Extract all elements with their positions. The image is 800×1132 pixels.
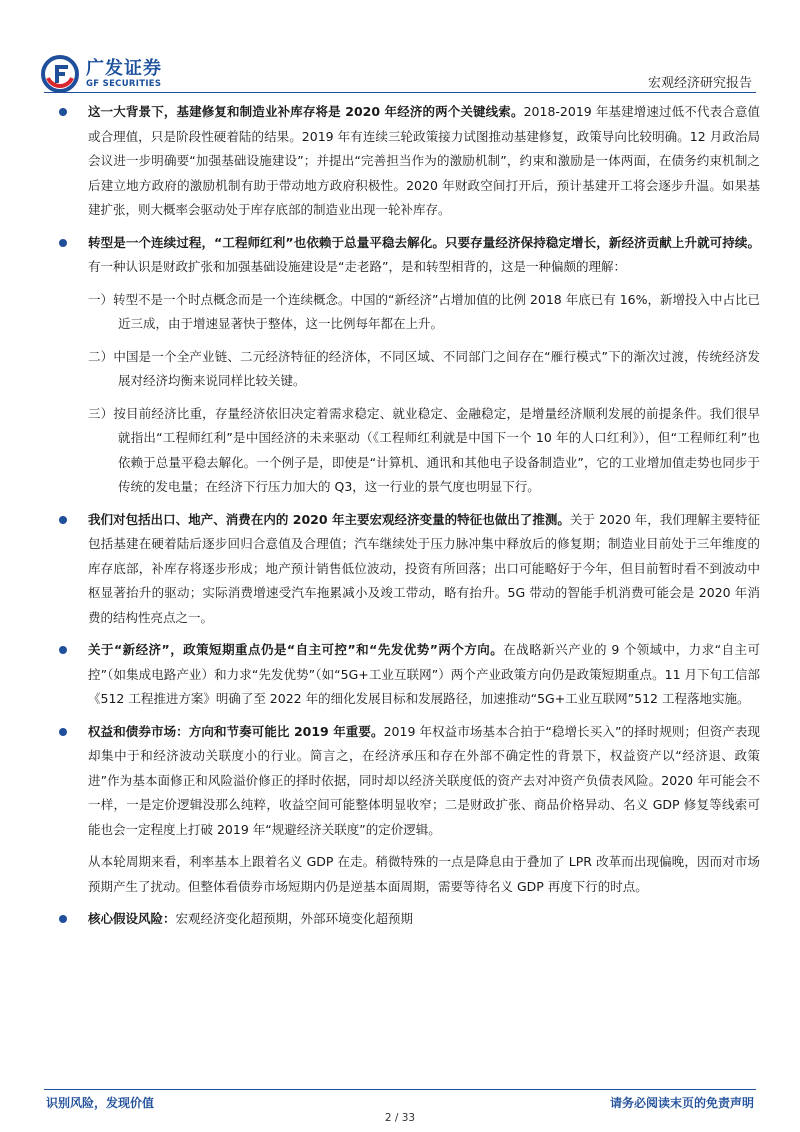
section-transition: 转型是一个连续过程，“工程师红利”也依赖于总量平稳去解化。只要存量经济保持稳定增长，新经济贡献上升就可持续。有一种认识是财政扩张和加强基础设施建设是“走老路”，是和转型相背的，这是一种偏颇的理解： xyxy=(56,231,760,280)
company-logo xyxy=(40,54,162,94)
section-macro-variables: 我们对包括出口、地产、消费在内的 2020 年主要宏观经济变量的特征也做出了推测。关于 2020 年，我们理解主要特征包括基建在硬着陆后逐步回归合意值及合理值；汽车继续处于压力脉冲集中释放后的修复期；制造业目前处于三年维度的库存底部，补库存将逐步形成；地产预计销售低位波动，投资有所回落；出口可能略好于今年，但目前暂时看不到波动中枢显著抬升的驱动；实际消费增速受汽车拖累减小及竣工带动，略有抬升。5G 带动的智能手机消费可能会是 2020 年消费的结构性亮点之一。 xyxy=(56,508,760,631)
logo-chinese-name: 广发证券 xyxy=(86,57,162,79)
report-type-label: 宏观经济研究报告 xyxy=(647,76,752,91)
logo-english-name: GF SECURITIES xyxy=(86,78,162,89)
bullet-icon xyxy=(59,108,67,116)
page-header xyxy=(0,0,800,96)
bullet-icon xyxy=(59,728,67,736)
sub-item-2: 二）中国是一个全产业链、二元经济特征的经济体，不同区域、不同部门之间存在“雁行模式”下的渐次过渡，传统经济发展对经济均衡来说同样比较关键。 xyxy=(88,348,760,388)
header-divider xyxy=(44,92,756,93)
section-infrastructure: 这一大背景下，基建修复和制造业补库存将是 2020 年经济的两个关键线索。2018-2019 年基建增速过低不代表合意值或合理值，只是阶段性硬着陆的结果。2019 年有连续三轮政策接力试图推动基建修复，政策导向比较明确。12 月政治局会议进一步明确要“加强基础设施建设”；并提出“完善担当作为的激励机制”，约束和激励是一体两面，在债务约束机制之后建立地方政府的激励机制有助于带动地方政府积极性。2020 年财政空间打开后，预计基建开工将会逐步升温。如果基建扩张，则大概率会驱动处于库存底部的制造业出现一轮补库存。 xyxy=(56,100,760,223)
section-new-economy: 关于“新经济”，政策短期重点仍是“自主可控”和“先发优势”两个方向。在战略新兴产业的 9 个领域中，力求“自主可控”（如集成电路产业）和力求“先发优势”（如“5G+工业互联网”）两个产业政策方向仍是政策短期重点。11 月下旬工信部《512 工程推进方案》明确了至 2022 年的细化发展目标和发展路径，加速推动“5G+工业互联网”512 工程落地实施。 xyxy=(56,638,760,712)
bullet-icon xyxy=(59,915,67,923)
bullet-icon xyxy=(59,646,67,654)
bond-market-note: 从本轮周期来看，利率基本上跟着名义 GDP 在走。稍微特殊的一点是降息由于叠加了 LPR 改革而出现偏晚，因而对市场预期产生了扰动。但整体看债券市场短期内仍是逆基本面周期，需要等待名义 GDP 再度下行的时点。 xyxy=(88,854,760,894)
gf-logo-icon xyxy=(40,54,80,94)
page-number: 2 / 33 xyxy=(384,1112,416,1124)
footer-slogan: 识别风险，发现价值 xyxy=(46,1096,155,1110)
section-risks: 核心假设风险：宏观经济变化超预期，外部环境变化超预期 xyxy=(56,907,760,932)
sub-item-1: 一）转型不是一个时点概念而是一个连续概念。中国的“新经济”占增加值的比例 2018 年底已有 16%，新增投入中占比已近三成，由于增速显著快于整体，这一比例每年都在上升。 xyxy=(88,291,760,331)
footer-divider xyxy=(44,1089,756,1090)
footer-disclaimer-notice: 请务必阅读末页的免责声明 xyxy=(609,1096,754,1110)
section-markets: 权益和债券市场：方向和节奏可能比 2019 年重要。2019 年权益市场基本合拍于“稳增长买入”的择时规则；但资产表现却集中于和经济波动关联度小的行业。简言之，在经济承压和存在外部不确定性的背景下，权益资产以“经济退、政策进”作为基本面修正和风险溢价修正的择时依据，同时却以经济关联度低的资产去对冲资产负债表风险。2020 年可能会不一样，一是定价逻辑没那么纯粹，收益空间可能整体明显收窄；二是财政扩张、商品价格异动、名义 GDP 修复等线索可能也会一定程度上打破 2019 年“规避经济关联度”的定价逻辑。 xyxy=(56,720,760,843)
sub-item-3: 三）按目前经济比重，存量经济依旧决定着需求稳定、就业稳定、金融稳定，是增量经济顺利发展的前提条件。我们很早就指出“工程师红利”是中国经济的未来驱动（《工程师红利就是中国下一个 10 年的人口红利》），但“工程师红利”也依赖于总量平稳去解化。一个例子是，即使是“计算机、通讯和其他电子设备制造业”，它的工业增加值走势也同步于传统的发电量；在经济下行压力加大的 Q3，这一行业的景气度也明显下行。 xyxy=(88,405,760,494)
report-body xyxy=(56,100,760,932)
bullet-icon xyxy=(59,516,67,524)
bullet-icon xyxy=(59,239,67,247)
